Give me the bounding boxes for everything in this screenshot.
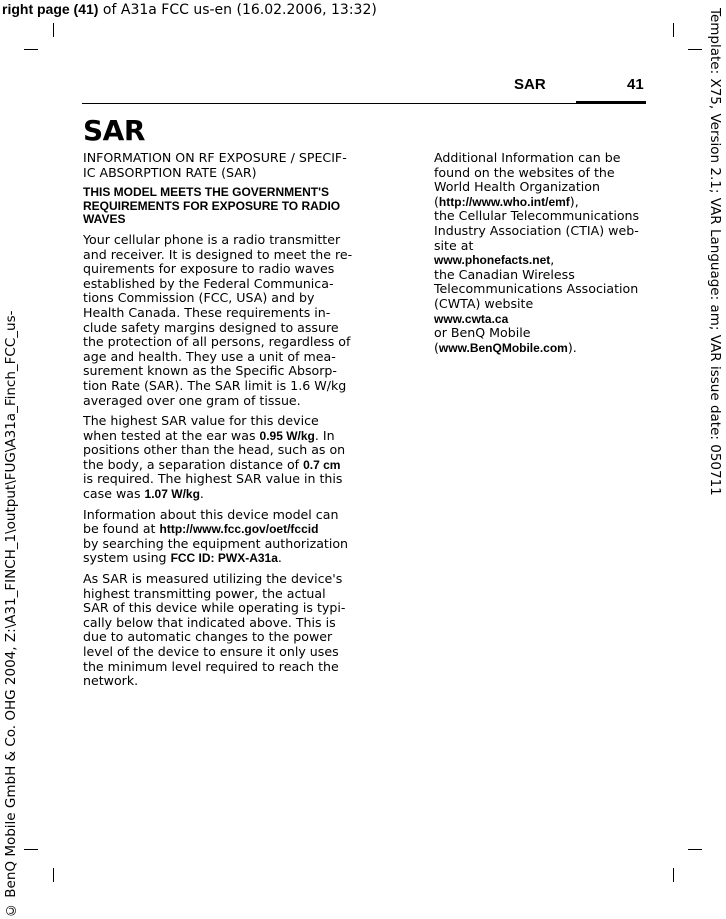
left-column <box>83 151 353 695</box>
crop-mark <box>688 849 702 850</box>
fcc-url-link[interactable]: http://www.fcc.gov/oet/fccid <box>159 522 319 537</box>
crop-mark <box>24 849 38 850</box>
fcc-id: FCC ID: PWX-A31a <box>170 551 278 566</box>
header-title: SAR <box>514 76 546 93</box>
copyright-path: © BenQ Mobile GmbH & Co. OHG 2004, Z:\A31_FINCH_1\output\FUG\A31a_Finch_FCC_us- <box>3 310 19 918</box>
additional-info-paragraph: Additional Information can be found on the websites of the World Health Organization (http://www.who.int/emf), the Cellular Telecommunications Industry Association (CTIA) web-site at www.phonefacts.net, the Canadian Wireless Telecommunications Association (CWTA) website www.cwta.ca or BenQ Mobile (www.BenQMobile.com). <box>434 150 640 355</box>
print-info-text: of A31a FCC us-en (16.02.2006, 13:32) <box>98 2 377 18</box>
crop-mark <box>673 23 674 37</box>
sar-explanation-paragraph: Your cellular phone is a radio transmitter and receiver. It is designed to meet the requirements for exposure to radio waves established by the Federal Communications Commission (FCC, USA) and by Health Canada. These requirements include safety margins designed to assure the protection of all persons, regardless of age and health. They use a unit of measurement known as the Specific Absorption Rate (SAR). The SAR limit is 1.6 W/kg averaged over one gram of tissue. <box>83 231 353 408</box>
print-info-line <box>2 0 377 19</box>
cwta-url-link[interactable]: www.cwta.ca <box>434 311 509 326</box>
sar-measurement-paragraph: As SAR is measured utilizing the device's highest transmitting power, the actual SAR of this device while operating is typically below that indicated above. This is due to automatic changes to the power level of the device to ensure it only uses the minimum level required to reach the network. <box>83 571 346 689</box>
who-url-link[interactable]: http://www.who.int/emf <box>438 194 570 209</box>
crop-mark <box>673 868 674 882</box>
crop-mark <box>688 49 702 50</box>
right-column <box>434 151 647 361</box>
sar-values-paragraph: The highest SAR value for this device when tested at the ear was 0.95 W/kg. In positions other than the head, such as on the body, a separation distance of 0.7 cm is required. The highest SAR value in this case was 1.07 W/kg. <box>83 413 346 502</box>
government-requirements-heading: THIS MODEL MEETS THE GOVERNMENT'S REQUIREMENTS FOR EXPOSURE TO RADIO WAVES <box>83 185 341 227</box>
crop-mark <box>24 49 38 50</box>
header-rule <box>82 103 646 104</box>
header-page-number: 41 <box>627 76 644 93</box>
header-rule-accent <box>576 101 646 104</box>
sar-ear-value: 0.95 W/kg <box>259 428 315 443</box>
ctia-url-link[interactable]: www.phonefacts.net <box>434 253 551 268</box>
page-label: right page (41) <box>2 1 99 17</box>
benq-url-link[interactable]: www.BenQMobile.com <box>438 340 568 355</box>
page-title: SAR <box>83 114 145 147</box>
separation-distance-value: 0.7 cm <box>303 457 341 472</box>
crop-mark <box>53 868 54 882</box>
template-info: Template: X75, Version 2.1; VAR Language: am; VAR issue date: 050711 <box>707 8 723 496</box>
rf-exposure-heading: INFORMATION ON RF EXPOSURE / SPECIFIC ABSORPTION RATE (SAR) <box>83 150 347 180</box>
fcc-info-paragraph: Information about this device model can be found at http://www.fcc.gov/oet/fccid by searching the equipment authorization system using FCC ID: PWX-A31a. <box>83 506 349 566</box>
crop-mark <box>53 23 54 37</box>
sar-body-value: 1.07 W/kg <box>144 487 200 502</box>
